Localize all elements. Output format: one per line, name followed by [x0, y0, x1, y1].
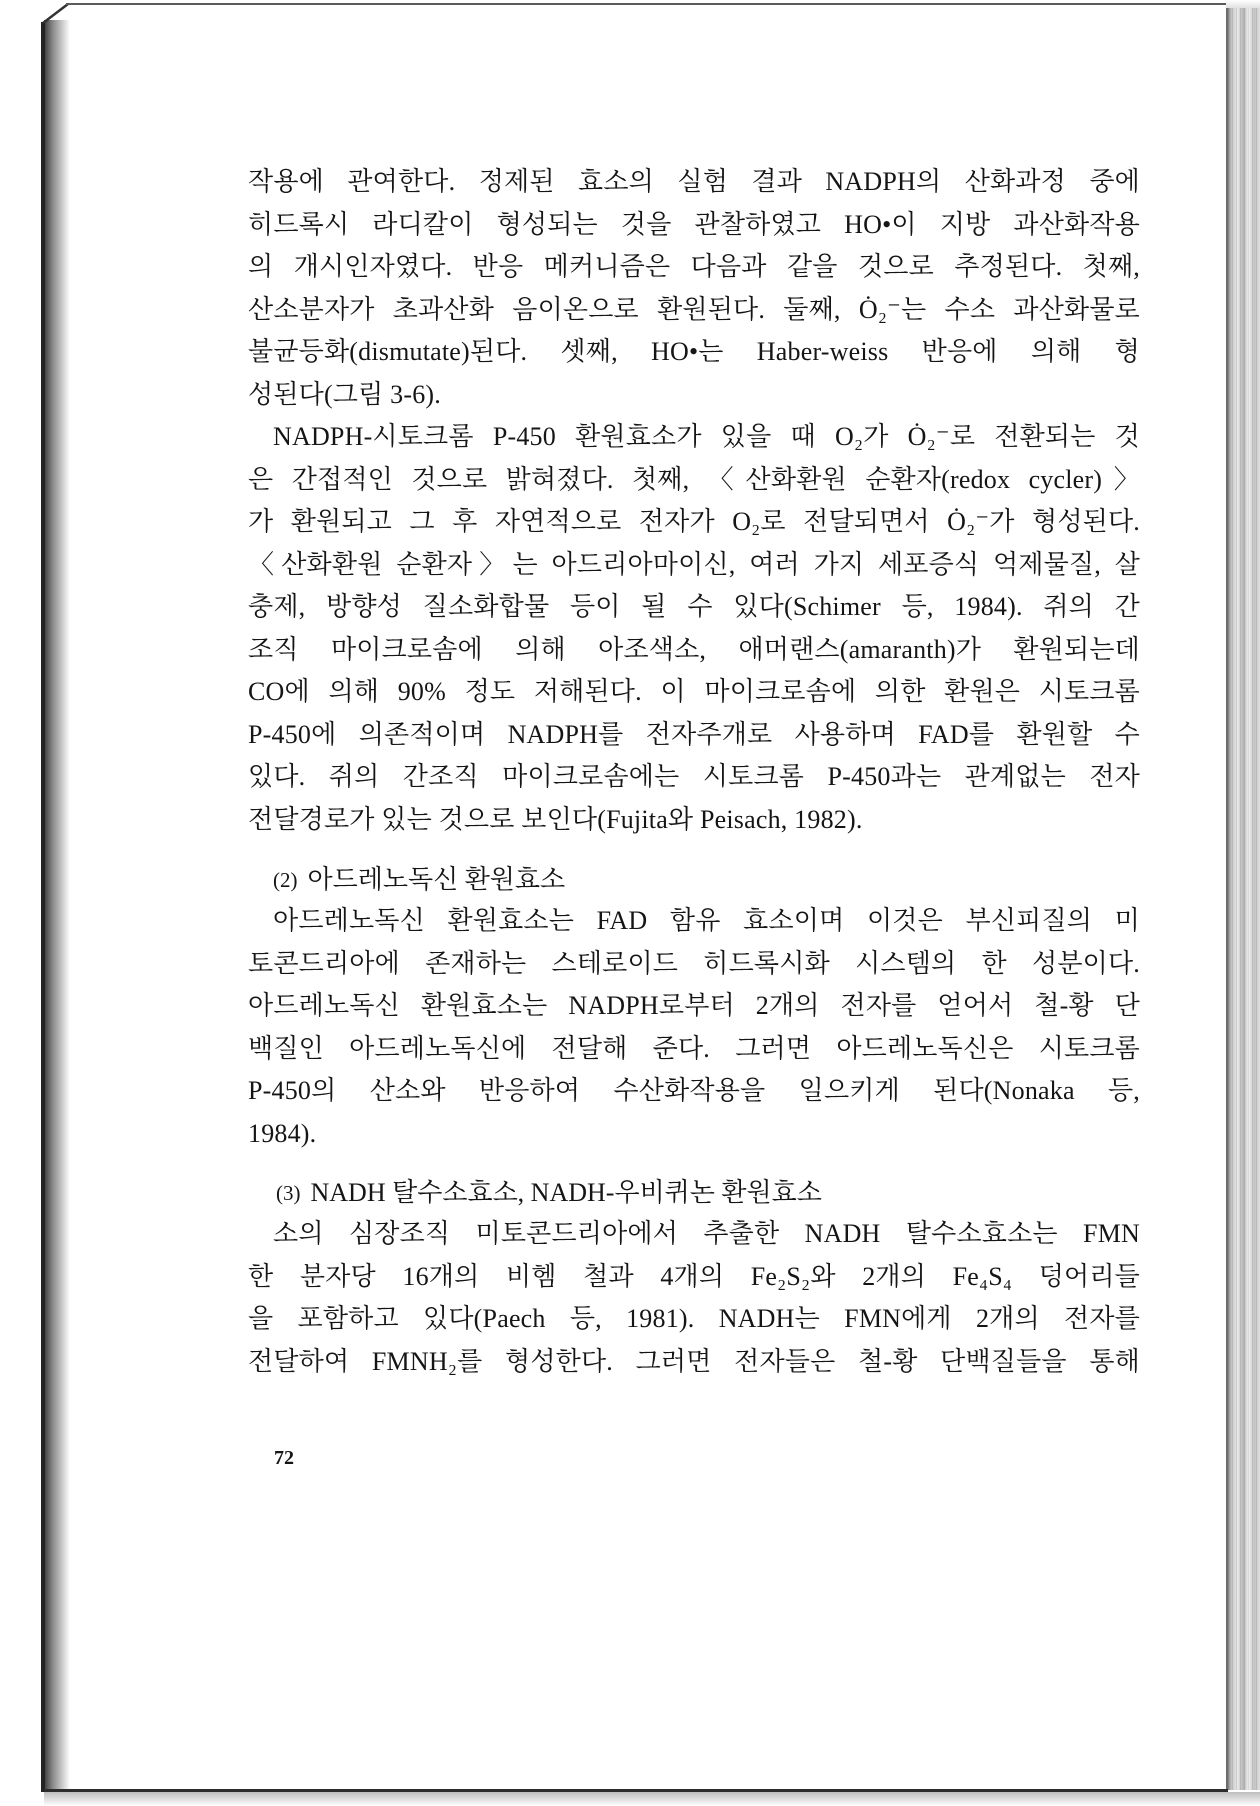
text-line: 의 개시인자였다. 반응 메커니즘은 다음과 같을 것으로 추정된다. 첫째, — [248, 252, 1140, 281]
section-title: NADH 탈수소효소, NADH-우비퀴논 환원효소 — [310, 1178, 822, 1207]
text-line: 아드레노독신 환원효소는 FAD 함유 효소이며 이것은 부신피질의 미 — [273, 906, 1140, 935]
paragraph — [248, 900, 1140, 1155]
paragraph — [248, 1213, 1140, 1383]
text-line: 소의 심장조직 미토콘드리아에서 추출한 NADH 탈수소효소는 FMN — [273, 1219, 1140, 1248]
paragraph — [248, 161, 1140, 416]
text-line: 불균등화(dismutate)된다. 셋째, HO•는 Haber-weiss 반응에 의해 형 — [248, 337, 1140, 366]
section-title: 아드레노독신 환원효소 — [307, 865, 566, 894]
text-line: 가 환원되고 그 후 자연적으로 전자가 O₂로 전달되면서 Ȯ₂⁻가 형성된다. — [248, 507, 1140, 536]
text-line: 충제, 방향성 질소화합물 등이 될 수 있다(Schimer 등, 1984). 쥐의 간 — [248, 592, 1140, 621]
text-line: 1984). — [248, 1118, 317, 1148]
text-line: 한 분자당 16개의 비헴 철과 4개의 Fe₂S₂와 2개의 Fe₄S₄ 덩어리들 — [248, 1261, 1140, 1291]
text-line: 을 포함하고 있다(Paech 등, 1981). NADH는 FMN에게 2개의 전자를 — [248, 1304, 1140, 1333]
text-line: 있다. 쥐의 간조직 마이크로솜에는 시토크롬 P-450과는 관계없는 전자 — [248, 762, 1140, 791]
text-line: 토콘드리아에 존재하는 스테로이드 히드록시화 시스템의 한 성분이다. — [248, 948, 1140, 978]
text-line: 전달경로가 있는 것으로 보인다(Fujita와 Peisach, 1982). — [248, 804, 863, 834]
text-line: P-450에 의존적이며 NADPH를 전자주개로 사용하며 FAD를 환원할 수 — [248, 719, 1140, 749]
text-line: NADPH-시토크롬 P-450 환원효소가 있을 때 O₂가 Ȯ₂⁻로 전환되는 것 — [273, 422, 1140, 451]
text-line: 성된다(그림 3-6). — [248, 379, 441, 409]
text-line: 산소분자가 초과산화 음이온으로 환원된다. 둘째, Ȯ₂⁻는 수소 과산화물로 — [248, 294, 1140, 324]
page-number: 72 — [274, 1447, 294, 1469]
section-heading — [273, 859, 565, 902]
paragraph — [248, 416, 1140, 841]
text-line: CO에 의해 90% 정도 저해된다. 이 마이크로솜에 의한 환원은 시토크롬 — [248, 677, 1140, 706]
text-line: 작용에 관여한다. 정제된 효소의 실험 결과 NADPH의 산화과정 중에 — [248, 167, 1140, 196]
text-line: 히드록시 라디칼이 형성되는 것을 관찰하였고 HO•이 지방 과산화작용 — [248, 209, 1140, 239]
text-line: 〈산화환원 순환자〉는 아드리아마이신, 여러 가지 세포증식 억제물질, 살 — [248, 549, 1140, 579]
section-number: (2) — [273, 868, 298, 892]
text-line: P-450의 산소와 반응하여 수산화작용을 일으키게 된다(Nonaka 등, — [248, 1076, 1140, 1105]
text-line: 은 간접적인 것으로 밝혀졌다. 첫째, 〈산화환원 순환자(redox cycler)〉 — [248, 464, 1140, 494]
section-number: (3) — [276, 1181, 301, 1205]
text-line: 조직 마이크로솜에 의해 아조색소, 애머랜스(amaranth)가 환원되는데 — [248, 634, 1140, 664]
text-line: 전달하여 FMNH₂를 형성한다. 그러면 전자들은 철-황 단백질들을 통해 — [248, 1346, 1140, 1376]
text-line: 아드레노독신 환원효소는 NADPH로부터 2개의 전자를 얻어서 철-황 단 — [248, 991, 1140, 1020]
section-heading — [276, 1172, 822, 1215]
text-line: 백질인 아드레노독신에 전달해 준다. 그러면 아드레노독신은 시토크롬 — [248, 1033, 1140, 1063]
